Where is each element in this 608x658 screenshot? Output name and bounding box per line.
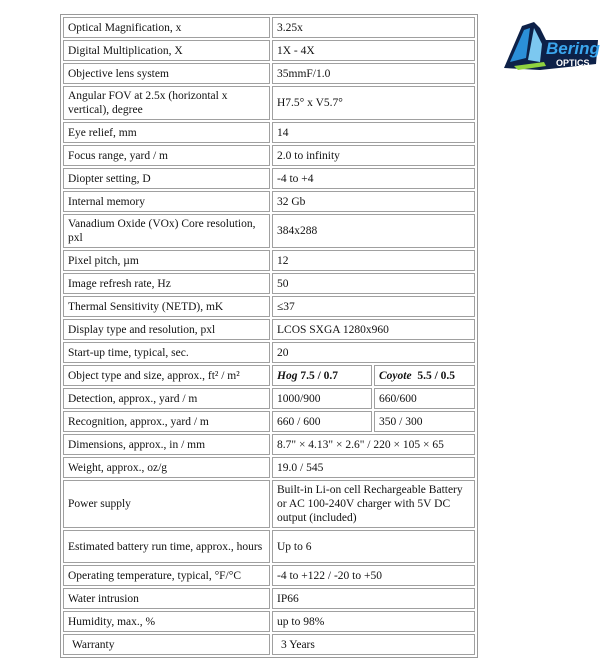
table-row xyxy=(63,17,475,38)
coyote-cell xyxy=(374,365,475,386)
logo-sub-text: OPTICS xyxy=(556,58,590,68)
spec-label: Start-up time, typical, sec. xyxy=(63,342,270,363)
spec-value: 2.0 to infinity xyxy=(272,145,475,166)
table-row xyxy=(63,634,475,655)
spec-value: 20 xyxy=(272,342,475,363)
spec-label: Estimated battery run time, approx., hours xyxy=(63,530,270,563)
hog-size: 7.5 / 0.7 xyxy=(300,369,339,382)
spec-value: 35mmF/1.0 xyxy=(272,63,475,84)
table-row xyxy=(63,250,475,271)
spec-value: LCOS SXGA 1280x960 xyxy=(272,319,475,340)
table-row xyxy=(63,588,475,609)
spec-label: Display type and resolution, pxl xyxy=(63,319,270,340)
table-row xyxy=(63,565,475,586)
hog-value: 1000/900 xyxy=(272,388,372,409)
spec-label: Warranty xyxy=(63,634,270,655)
table-row xyxy=(63,40,475,61)
table-row xyxy=(63,480,475,528)
spec-value: 384x288 xyxy=(272,214,475,248)
table-row xyxy=(63,434,475,455)
spec-label: Object type and size, approx., ft² / m² xyxy=(63,365,270,386)
spec-value: 32 Gb xyxy=(272,191,475,212)
table-row xyxy=(63,388,475,409)
spec-label: Angular FOV at 2.5x (horizontal x vertical), degree xyxy=(63,86,270,120)
spec-label: Vanadium Oxide (VOx) Core resolution, pxl xyxy=(63,214,270,248)
table-row xyxy=(63,365,475,386)
spec-label: Eye relief, mm xyxy=(63,122,270,143)
table-row xyxy=(63,168,475,189)
spec-value: 3 Years xyxy=(272,634,475,655)
spec-label: Recognition, approx., yard / m xyxy=(63,411,270,432)
spec-label: Digital Multiplication, X xyxy=(63,40,270,61)
spec-value: Up to 6 xyxy=(272,530,475,563)
spec-label: Water intrusion xyxy=(63,588,270,609)
table-row xyxy=(63,457,475,478)
spec-label: Dimensions, approx., in / mm xyxy=(63,434,270,455)
hog-value: 660 / 600 xyxy=(272,411,372,432)
table-row xyxy=(63,214,475,248)
spec-label: Pixel pitch, µm xyxy=(63,250,270,271)
spec-value: -4 to +122 / -20 to +50 xyxy=(272,565,475,586)
spec-value: 14 xyxy=(272,122,475,143)
table-row xyxy=(63,530,475,563)
spec-label: Objective lens system xyxy=(63,63,270,84)
spec-value: IP66 xyxy=(272,588,475,609)
spec-value: H7.5° x V5.7° xyxy=(272,86,475,120)
spec-value: Built-in Li-on cell Rechargeable Battery or AC 100-240V charger with 5V DC output (included) xyxy=(272,480,475,528)
spec-label: Diopter setting, D xyxy=(63,168,270,189)
coyote-name: Coyote xyxy=(379,369,412,382)
spec-label: Operating temperature, typical, °F/°C xyxy=(63,565,270,586)
logo-brand-text: Bering xyxy=(546,39,600,58)
spec-label: Humidity, max., % xyxy=(63,611,270,632)
spec-label: Optical Magnification, x xyxy=(63,17,270,38)
spec-value: 8.7" × 4.13" × 2.6" / 220 × 105 × 65 xyxy=(272,434,475,455)
spec-value: up to 98% xyxy=(272,611,475,632)
table-row xyxy=(63,342,475,363)
table-row xyxy=(63,296,475,317)
table-row xyxy=(63,122,475,143)
table-row xyxy=(63,86,475,120)
coyote-size: 5.5 / 0.5 xyxy=(417,369,456,382)
spec-value: 50 xyxy=(272,273,475,294)
table-row xyxy=(63,411,475,432)
table-row xyxy=(63,319,475,340)
spec-label: Image refresh rate, Hz xyxy=(63,273,270,294)
spec-value: -4 to +4 xyxy=(272,168,475,189)
hog-cell xyxy=(272,365,372,386)
table-row xyxy=(63,611,475,632)
hog-name: Hog xyxy=(277,369,298,382)
spec-label: Focus range, yard / m xyxy=(63,145,270,166)
spec-table xyxy=(60,14,478,658)
bering-optics-logo xyxy=(500,18,600,74)
table-row xyxy=(63,273,475,294)
table-row xyxy=(63,145,475,166)
spec-value: ≤37 xyxy=(272,296,475,317)
table-row xyxy=(63,191,475,212)
table-row xyxy=(63,63,475,84)
spec-value: 12 xyxy=(272,250,475,271)
spec-label: Weight, approx., oz/g xyxy=(63,457,270,478)
spec-value: 1X - 4X xyxy=(272,40,475,61)
spec-label: Detection, approx., yard / m xyxy=(63,388,270,409)
coyote-value: 350 / 300 xyxy=(374,411,475,432)
spec-label: Power supply xyxy=(63,480,270,528)
spec-value: 19.0 / 545 xyxy=(272,457,475,478)
coyote-value: 660/600 xyxy=(374,388,475,409)
spec-label: Thermal Sensitivity (NETD), mK xyxy=(63,296,270,317)
spec-value: 3.25x xyxy=(272,17,475,38)
spec-label: Internal memory xyxy=(63,191,270,212)
